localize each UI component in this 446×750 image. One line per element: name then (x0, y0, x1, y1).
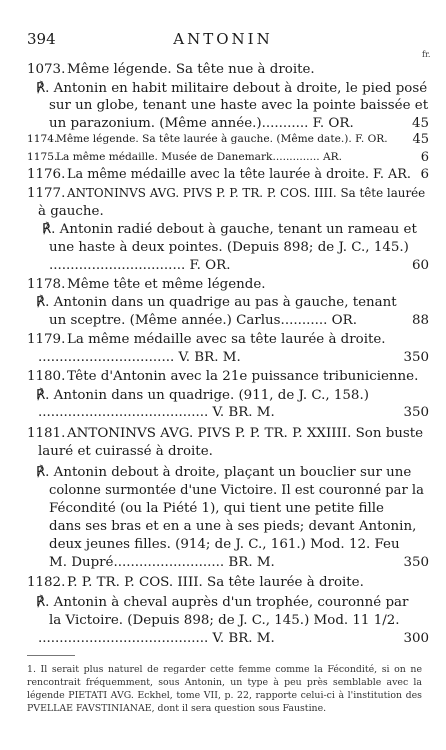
line-text: deux jeunes filles. (914; de J. C., 161.) Mod. 12. Feu (49, 537, 400, 552)
price: 45 (412, 132, 429, 147)
catalog-line (0, 387, 446, 404)
line-text: M. Dupré.......................... BR. M. (49, 555, 275, 570)
catalog-line (0, 594, 446, 611)
catalog-line (0, 312, 446, 329)
catalog-line (0, 464, 446, 481)
line-text: ........................................ V. BR. M. (38, 631, 275, 646)
catalog-line (0, 404, 446, 421)
catalog-line (0, 185, 446, 202)
catalog-line (0, 536, 446, 553)
line-text: une haste à deux pointes. (Depuis 898; de J. C., 145.) (49, 240, 409, 255)
line-text: colonne surmontée d'une Victoire. Il est couronné par la (49, 483, 424, 498)
price: 350 (403, 350, 429, 365)
catalog-line (0, 443, 446, 460)
page-number: 394 (27, 30, 56, 48)
line-text: Même légende. Sa tête laurée à gauche. (Même date.). F. OR. (56, 133, 388, 145)
line-text: ANTONINVS AVG. PIVS P. P. TR. P. XXIIII. Son buste (67, 426, 424, 441)
line-text: Fécondité (ou la Piété 1), qui tient une petite fille (49, 501, 384, 516)
line-text: dans ses bras et en a une à ses pieds; devant Antonin, (49, 519, 417, 534)
footnote-rule (27, 655, 75, 656)
margin-mark: fr. (422, 50, 431, 59)
catalog-line (0, 115, 446, 132)
line-text: à gauche. (38, 204, 104, 219)
entry-number: 1179. (27, 332, 66, 347)
line-text: ℟. Antonin radié debout à gauche, tenant un rameau et (42, 222, 417, 237)
line-text: ℟. Antonin dans un quadrige. (911, de J. C., 158.) (36, 388, 369, 403)
line-text: ℟. Antonin dans un quadrige au pas à gauche, tenant (36, 295, 397, 310)
entry-number: 1181. (27, 426, 66, 441)
line-text: ℟. Antonin debout à droite, plaçant un bouclier sur une (36, 465, 412, 480)
catalog-line (0, 425, 446, 442)
catalog-line (0, 574, 446, 591)
line-text: Même légende. Sa tête nue à droite. (67, 62, 315, 77)
line-text: un sceptre. (Même année.) Carlus........... OR. (49, 313, 357, 328)
catalog-line (0, 368, 446, 385)
price: 6 (420, 150, 429, 165)
entry-number: 1180. (27, 369, 66, 384)
catalog-line (0, 518, 446, 535)
price: 350 (403, 405, 429, 420)
catalog-line (0, 61, 446, 78)
line-text: ℟. Antonin en habit militaire debout à droite, le pied posé (36, 81, 428, 96)
line-text: ANTONINVS AVG. PIVS P. P. TR. P. COS. IIII. Sa tête laurée (67, 186, 426, 200)
catalog-line (0, 500, 446, 517)
entry-number: 1178. (27, 277, 66, 292)
price: 350 (403, 555, 429, 570)
line-text: La même médaille avec la tête laurée à droite. F. AR. (67, 167, 411, 182)
line-text: lauré et cuirassé à droite. (38, 444, 213, 459)
line-text: la Victoire. (Depuis 898; de J. C., 145.) Mod. 11 1/2. (49, 613, 400, 628)
line-text: Même tête et même légende. (67, 277, 266, 292)
line-text: ................................ F. OR. (49, 258, 231, 273)
catalog-line (0, 80, 446, 97)
price: 60 (411, 258, 429, 273)
line-text: sur un globe, tenant une haste avec la pointe baissée et (49, 98, 429, 113)
line-text: La même médaille. Musée de Danemark.............. AR. (56, 151, 342, 163)
catalog-line (0, 349, 446, 366)
catalog-line (0, 294, 446, 311)
line-text: ........................................ V. BR. M. (38, 405, 275, 420)
catalog-line (0, 131, 446, 148)
price: 88 (411, 313, 429, 328)
entry-number: 1174. (27, 133, 58, 145)
entry-number: 1176. (27, 167, 66, 182)
catalog-line (0, 239, 446, 256)
line-text: un parazonium. (Même année.)........... F. OR. (49, 116, 354, 131)
catalog-line (0, 257, 446, 274)
catalog-line (0, 97, 446, 114)
line-text: La même médaille avec sa tête laurée à droite. (67, 332, 386, 347)
line-text: Tête d'Antonin avec la 21e puissance tribunicienne. (67, 369, 419, 384)
price: 45 (411, 116, 429, 131)
price: 300 (403, 631, 429, 646)
catalog-line (0, 203, 446, 220)
line-text: ................................ V. BR. M. (38, 350, 241, 365)
line-text: P. P. TR. P. COS. IIII. Sa tête laurée à droite. (67, 575, 364, 590)
catalog-line (0, 149, 446, 166)
entry-number: 1177. (27, 186, 66, 201)
entry-number: 1182. (27, 575, 66, 590)
entry-number: 1073. (27, 62, 66, 77)
price: 6 (420, 167, 429, 182)
running-title: ANTONIN (173, 30, 273, 48)
entry-number: 1175. (27, 151, 58, 163)
catalog-line (0, 554, 446, 571)
catalog-line (0, 630, 446, 647)
catalog-line (0, 276, 446, 293)
line-text: ℟. Antonin à cheval auprès d'un trophée, couronné par (36, 595, 409, 610)
catalog-line (0, 331, 446, 348)
catalog-line (0, 612, 446, 629)
catalog-line (0, 166, 446, 183)
catalog-line (0, 221, 446, 238)
catalog-line (0, 482, 446, 499)
footnote: 1. Il serait plus naturel de regarder cette femme comme la Fécondité, si on ne rencontrait fréquemment, sous Antonin, un type à peu près semblable avec la légende PIETATI AVG. Eckhel, tome VII, p. 22, rapporte celui-ci à l'institution des PVELLAE FAVSTINIANAE, dont il sera question sous Faustine. (27, 664, 422, 714)
